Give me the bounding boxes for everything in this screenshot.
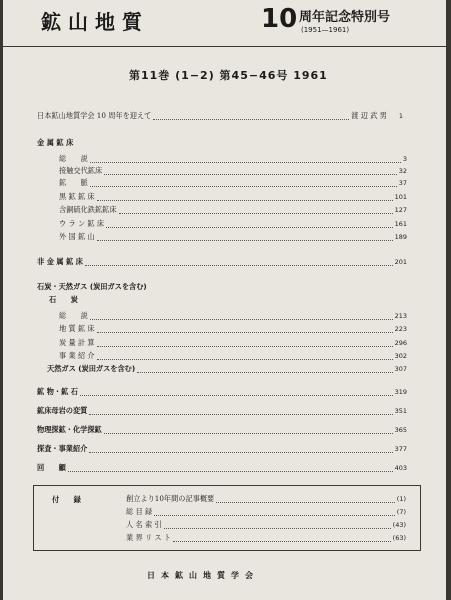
toc-entry[interactable] [59, 324, 407, 334]
appendix-box [33, 485, 421, 551]
entry-label: 炭 量 計 算 [59, 338, 95, 347]
toc-entry[interactable] [59, 311, 407, 321]
toc-entry[interactable] [59, 351, 407, 361]
leader-dots [90, 313, 393, 320]
entry-label: 鉱床母岩の変質 [37, 406, 88, 415]
entry-page: 319 [394, 388, 407, 396]
entry-page: (63) [392, 534, 406, 542]
entry-label: 業 界 リ ス ト [126, 533, 172, 542]
entry-page: 351 [394, 407, 407, 415]
entry-label: 物理探鉱・化学探鉱 [37, 425, 102, 434]
anniversary-number: 10 [261, 4, 298, 34]
intro-entry[interactable] [37, 111, 403, 121]
leader-dots [97, 234, 393, 241]
leader-dots [154, 509, 395, 516]
toc-entry-section[interactable] [37, 463, 407, 473]
entry-label: 接触交代鉱床 [59, 166, 103, 175]
intro-title: 日本鉱山地質学会 10 周年を迎えて [37, 111, 152, 120]
leader-dots [85, 259, 393, 266]
leader-dots [90, 156, 401, 163]
leader-dots [104, 168, 397, 175]
entry-label: 地 質 鉱 床 [59, 324, 95, 333]
leader-dots [97, 340, 393, 347]
entry-label: ウ ラ ン 鉱 床 [59, 219, 105, 228]
entry-label: 創立より10年間の記事概要 [126, 494, 215, 503]
entry-page: 307 [394, 365, 407, 373]
entry-label: 総 目 録 [126, 507, 153, 516]
entry-page: 127 [394, 206, 407, 214]
contents-page [3, 0, 446, 600]
toc-entry-nonmetal[interactable] [37, 257, 407, 267]
metal-heading: 金 属 鉱 床 [37, 138, 74, 147]
entry-page: 377 [394, 445, 407, 453]
leader-dots [90, 180, 397, 187]
entry-page: 101 [394, 193, 407, 201]
entry-page: (43) [392, 521, 406, 529]
leader-dots [216, 496, 395, 503]
entry-label: 回 顧 [37, 463, 66, 472]
toc-entry[interactable] [59, 154, 407, 164]
appendix-label: 付 録 [52, 495, 81, 504]
toc-entry[interactable] [59, 338, 407, 348]
intro-page: 1 [398, 112, 403, 120]
entry-label: 事 業 紹 介 [59, 351, 95, 360]
appendix-entry[interactable] [126, 494, 406, 504]
toc-entry[interactable] [59, 192, 407, 202]
leader-dots [106, 221, 393, 228]
entry-label: 含銅硫化鉄鉱鉱床 [59, 205, 117, 214]
entry-label: 黒 鉱 鉱 床 [59, 192, 95, 201]
entry-label: 鉱 脈 [59, 178, 88, 187]
entry-page: 213 [394, 312, 407, 320]
appendix-entry[interactable] [126, 533, 406, 543]
journal-header [3, 0, 446, 46]
entry-page: 201 [394, 258, 407, 266]
intro-author: 渡 辺 武 男 [351, 111, 387, 120]
toc-entry-gas[interactable] [47, 364, 407, 374]
coal-gas-heading: 石炭・天然ガス (炭田ガスを含む) [37, 282, 147, 291]
toc-entry[interactable] [59, 205, 407, 215]
leader-dots [97, 353, 393, 360]
toc-entry[interactable] [59, 166, 407, 176]
header-rule [3, 46, 446, 47]
toc-entry-section[interactable] [37, 444, 407, 454]
entry-label: 総 説 [59, 154, 88, 163]
entry-label: 鉱 物・鉱 石 [37, 387, 78, 396]
entry-page: 302 [394, 352, 407, 360]
leader-dots [68, 465, 393, 472]
toc-entry-section[interactable] [37, 387, 407, 397]
entry-page: 161 [394, 220, 407, 228]
toc-entry[interactable] [59, 219, 407, 229]
leader-dots [137, 366, 392, 373]
leader-dots [164, 522, 391, 529]
coal-subheading: 石 炭 [49, 295, 78, 304]
entry-page: 37 [398, 179, 407, 187]
entry-page: (1) [396, 495, 406, 503]
entry-page: 189 [394, 233, 407, 241]
leader-dots [89, 446, 392, 453]
entry-label: 天然ガス (炭田ガスを含む) [47, 364, 136, 373]
anniversary-label: 周年記念特別号 [299, 10, 391, 25]
leader-dots [173, 535, 391, 542]
entry-label: 人 名 索 引 [126, 520, 162, 529]
toc-entry[interactable] [59, 178, 407, 188]
entry-page: 32 [398, 167, 407, 175]
leader-dots [119, 207, 393, 214]
leader-dots [80, 389, 393, 396]
entry-page: 403 [394, 464, 407, 472]
entry-page: 296 [394, 339, 407, 347]
journal-title: 鉱山地質 [41, 10, 149, 34]
entry-label: 非 金 属 鉱 床 [37, 257, 83, 266]
entry-page: (7) [396, 508, 406, 516]
anniversary-years: (1951—1961) [301, 26, 350, 34]
toc-entry-section[interactable] [37, 425, 407, 435]
entry-page: 223 [394, 325, 407, 333]
leader-dots [153, 113, 349, 120]
leader-dots [104, 427, 393, 434]
publisher-name: 日本鉱山地質学会 [147, 571, 259, 580]
appendix-entry[interactable] [126, 520, 406, 530]
entry-label: 探査・事業紹介 [37, 444, 88, 453]
toc-entry-section[interactable] [37, 406, 407, 416]
entry-label: 総 説 [59, 311, 88, 320]
leader-dots [89, 408, 392, 415]
toc-entry[interactable] [59, 232, 407, 242]
leader-dots [97, 326, 393, 333]
volume-line: 第11巻 (1−2) 第45−46号 1961 [129, 69, 328, 82]
leader-dots [97, 194, 393, 201]
entry-page: 365 [394, 426, 407, 434]
entry-page: 3 [402, 155, 407, 163]
appendix-entry[interactable] [126, 507, 406, 517]
entry-label: 外 国 鉱 山 [59, 232, 95, 241]
